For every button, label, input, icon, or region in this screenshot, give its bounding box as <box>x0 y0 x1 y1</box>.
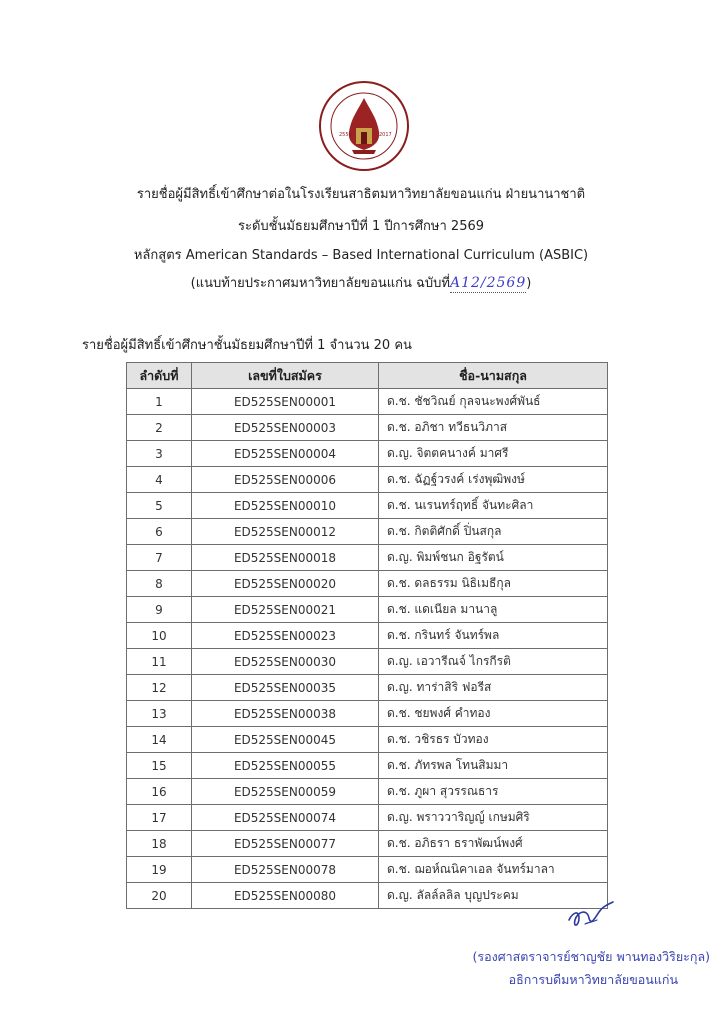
cell-application-number: ED525SEN00074 <box>192 805 379 831</box>
cell-application-number: ED525SEN00080 <box>192 883 379 909</box>
table-row <box>127 441 608 467</box>
cell-full-name: ด.ญ. พิมพ์ชนก อิฐรัตน์ <box>379 545 608 571</box>
cell-index: 2 <box>127 415 192 441</box>
header-index: ลำดับที่ <box>127 363 192 389</box>
table-row <box>127 467 608 493</box>
heading-line-2: ระดับชั้นมัธยมศึกษาปีที่ 1 ปีการศึกษา 2569 <box>237 219 485 234</box>
table-row <box>127 571 608 597</box>
cell-full-name: ด.ญ. ลัลล์ลลิล บุญประคม <box>379 883 608 909</box>
cell-index: 9 <box>127 597 192 623</box>
cell-full-name: ด.ช. กิตติศักดิ์ ปิ่นสกุล <box>379 519 608 545</box>
cell-application-number: ED525SEN00030 <box>192 649 379 675</box>
cell-full-name: ด.ช. ชัชวิณย์ กุลจนะพงศ์พันธ์ <box>379 389 608 415</box>
seal-year-left: 2550 <box>339 132 352 138</box>
table-row <box>127 883 608 909</box>
cell-index: 5 <box>127 493 192 519</box>
cell-application-number: ED525SEN00055 <box>192 753 379 779</box>
cell-full-name: ด.ช. แดเนียล มานาลู <box>379 597 608 623</box>
cell-index: 16 <box>127 779 192 805</box>
cell-full-name: ด.ช. นเรนทร์ฤทธิ์ จันทะศิลา <box>379 493 608 519</box>
cell-index: 3 <box>127 441 192 467</box>
signature-mark <box>565 898 617 934</box>
cell-index: 18 <box>127 831 192 857</box>
table-row <box>127 415 608 441</box>
cell-full-name: ด.ญ. เอวารีณจ์ ไกรกีรติ <box>379 649 608 675</box>
cell-index: 8 <box>127 571 192 597</box>
table-row <box>127 831 608 857</box>
table-row <box>127 857 608 883</box>
table-row <box>127 623 608 649</box>
section-title: รายชื่อผู้มีสิทธิ์เข้าศึกษาชั้นมัธยมศึกษาปีที่ 1 จำนวน 20 คน <box>82 338 412 353</box>
cell-full-name: ด.ช. วชิรธร บัวทอง <box>379 727 608 753</box>
cell-application-number: ED525SEN00004 <box>192 441 379 467</box>
cell-full-name: ด.ช. ชยพงศ์ คำทอง <box>379 701 608 727</box>
announcement-prefix: (แนบท้ายประกาศมหาวิทยาลัยขอนแก่น ฉบับที่ <box>190 276 450 291</box>
cell-application-number: ED525SEN00003 <box>192 415 379 441</box>
table-row <box>127 701 608 727</box>
cell-application-number: ED525SEN00021 <box>192 597 379 623</box>
table-row <box>127 649 608 675</box>
table-row <box>127 597 608 623</box>
heading-line-4 <box>0 275 722 293</box>
cell-application-number: ED525SEN00035 <box>192 675 379 701</box>
cell-index: 13 <box>127 701 192 727</box>
cell-full-name: ด.ญ. พราววาริญญ์ เกษมศิริ <box>379 805 608 831</box>
cell-index: 15 <box>127 753 192 779</box>
header-full-name: ชื่อ-นามสกุล <box>379 363 608 389</box>
cell-full-name: ด.ช. อภิชา ทวีธนวิภาส <box>379 415 608 441</box>
cell-full-name: ด.ช. อภิธรา ธราพัฒน์พงศ์ <box>379 831 608 857</box>
table-row <box>127 805 608 831</box>
cell-index: 6 <box>127 519 192 545</box>
cell-application-number: ED525SEN00023 <box>192 623 379 649</box>
cell-application-number: ED525SEN00045 <box>192 727 379 753</box>
table-row <box>127 389 608 415</box>
cell-index: 14 <box>127 727 192 753</box>
cell-application-number: ED525SEN00006 <box>192 467 379 493</box>
table-row <box>127 779 608 805</box>
admission-table <box>126 362 608 909</box>
cell-full-name: ด.ช. กรินทร์ จันทร์พล <box>379 623 608 649</box>
cell-full-name: ด.ญ. ทาร่าสิริ ฟอรีส <box>379 675 608 701</box>
cell-index: 12 <box>127 675 192 701</box>
university-seal-logo <box>318 80 410 172</box>
document-number: A12/2569 <box>449 275 527 291</box>
cell-application-number: ED525SEN00038 <box>192 701 379 727</box>
cell-index: 10 <box>127 623 192 649</box>
table-row <box>127 519 608 545</box>
cell-application-number: ED525SEN00010 <box>192 493 379 519</box>
cell-application-number: ED525SEN00078 <box>192 857 379 883</box>
cell-index: 1 <box>127 389 192 415</box>
cell-index: 19 <box>127 857 192 883</box>
cell-index: 7 <box>127 545 192 571</box>
cell-application-number: ED525SEN00012 <box>192 519 379 545</box>
table-row <box>127 493 608 519</box>
cell-index: 4 <box>127 467 192 493</box>
table-row <box>127 753 608 779</box>
table-row <box>127 545 608 571</box>
cell-full-name: ด.ช. ฉัฏฐ์วรงค์ เร่งพุฒิพงษ์ <box>379 467 608 493</box>
header-application-number: เลขที่ใบสมัคร <box>192 363 379 389</box>
announcement-suffix: ) <box>526 276 532 291</box>
cell-application-number: ED525SEN00077 <box>192 831 379 857</box>
cell-full-name: ด.ญ. จิตตคนางค์ มาศรี <box>379 441 608 467</box>
table-row <box>127 727 608 753</box>
cell-application-number: ED525SEN00001 <box>192 389 379 415</box>
cell-index: 11 <box>127 649 192 675</box>
signatory-title: อธิการบดีมหาวิทยาลัยขอนแก่น <box>508 972 678 987</box>
signatory-name: (รองศาสตราจารย์ชาญชัย พานทองวิริยะกุล) <box>472 949 710 964</box>
cell-application-number: ED525SEN00059 <box>192 779 379 805</box>
cell-full-name: ด.ช. ภูผา สุวรรณธาร <box>379 779 608 805</box>
table-header-row <box>127 363 608 389</box>
cell-full-name: ด.ช. ฌอห์ณนิคาเอล จันทร์มาลา <box>379 857 608 883</box>
seal-year-right: 2017 <box>379 132 392 138</box>
cell-application-number: ED525SEN00018 <box>192 545 379 571</box>
cell-full-name: ด.ช. ภัทรพล โทนสิมมา <box>379 753 608 779</box>
cell-index: 17 <box>127 805 192 831</box>
cell-application-number: ED525SEN00020 <box>192 571 379 597</box>
table-body <box>127 389 608 909</box>
heading-line-1: รายชื่อผู้มีสิทธิ์เข้าศึกษาต่อในโรงเรียนสาธิตมหาวิทยาลัยขอนแก่น ฝ่ายนานาชาติ <box>136 187 586 202</box>
table-row <box>127 675 608 701</box>
cell-index: 20 <box>127 883 192 909</box>
cell-full-name: ด.ช. ดลธรรม นิธิเมธีกุล <box>379 571 608 597</box>
heading-line-3: หลักสูตร American Standards – Based International Curriculum (ASBIC) <box>133 248 589 263</box>
